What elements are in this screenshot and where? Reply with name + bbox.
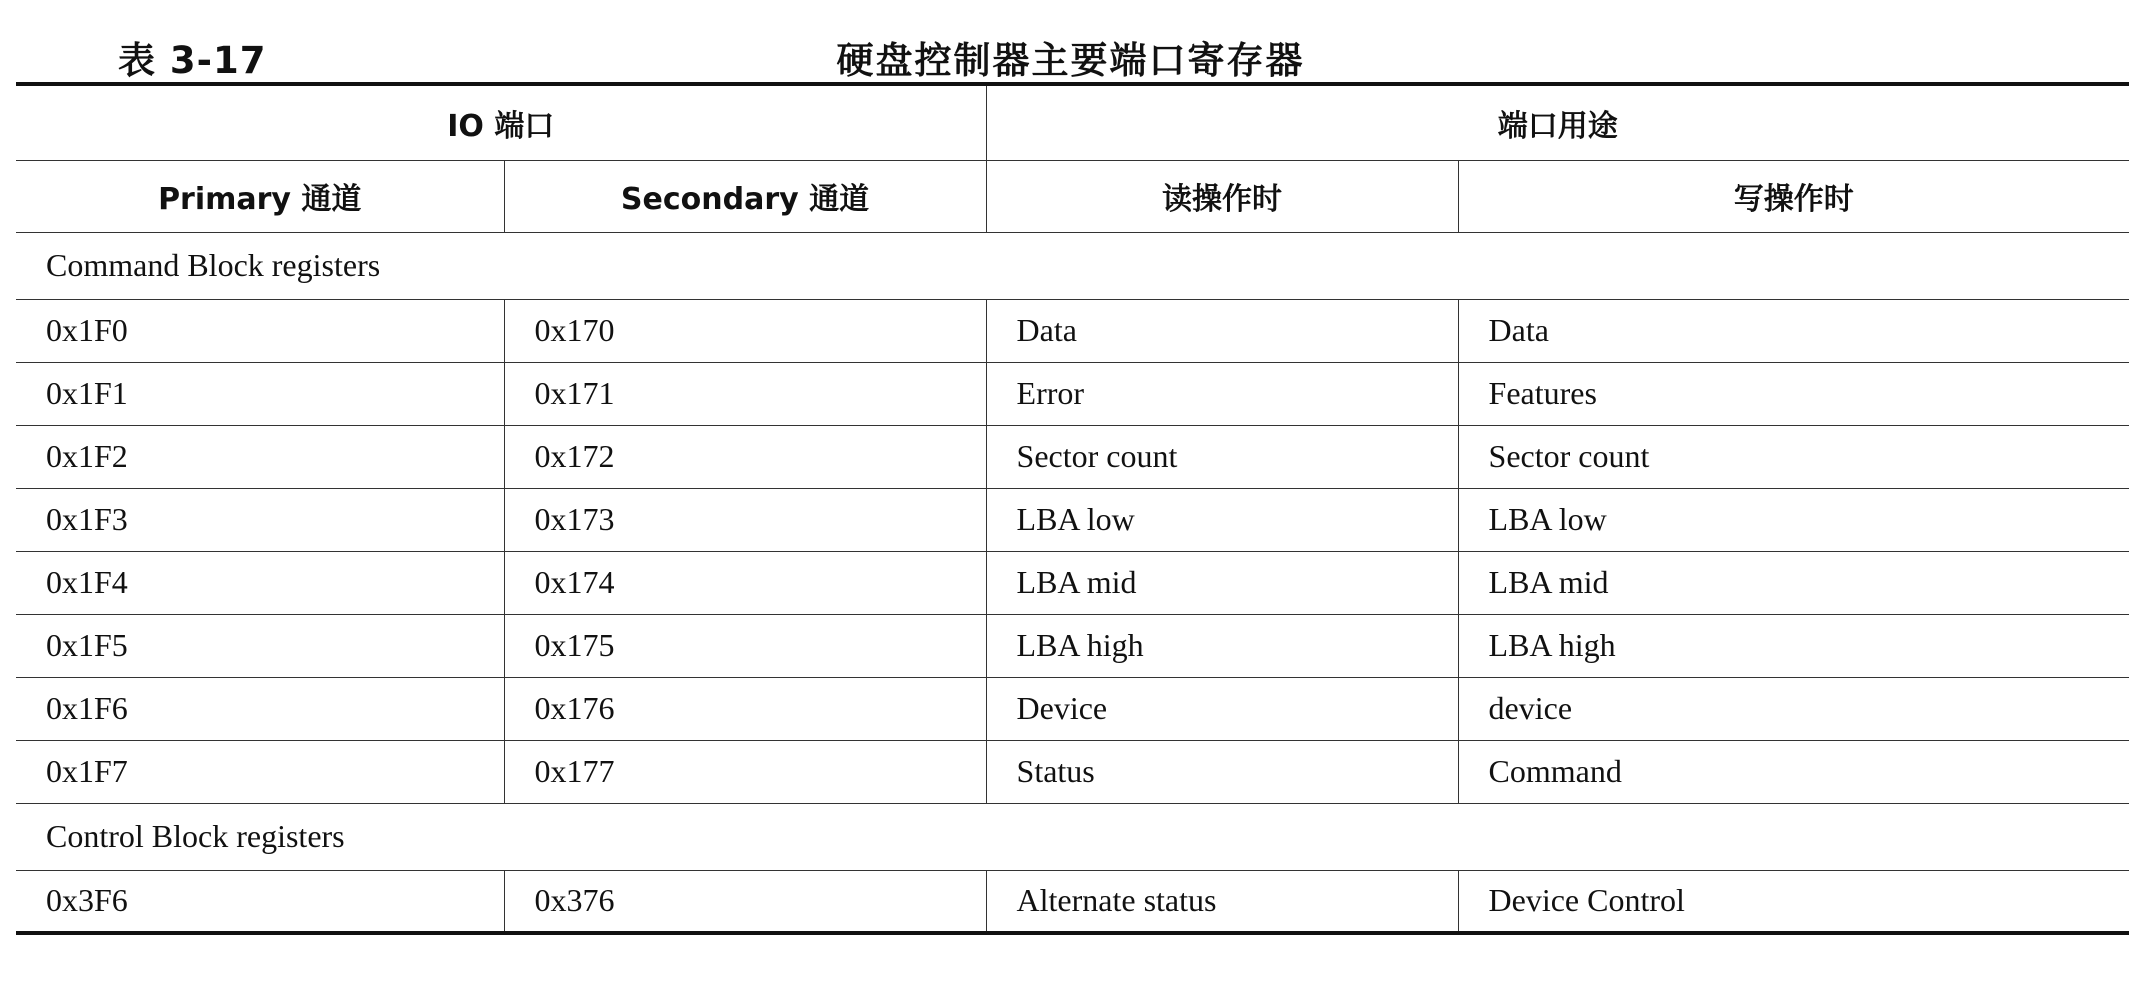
secondary-port-cell: 0x172 <box>504 425 986 488</box>
header-row-groups <box>16 84 2129 160</box>
secondary-port-cell: 0x177 <box>504 740 986 803</box>
header-row-sub <box>16 160 2129 232</box>
read-usage-cell: Status <box>986 740 1458 803</box>
table-row <box>16 614 2129 677</box>
table-row <box>16 425 2129 488</box>
secondary-port-cell: 0x173 <box>504 488 986 551</box>
primary-port-cell: 0x1F1 <box>16 362 504 425</box>
secondary-port-cell: 0x176 <box>504 677 986 740</box>
write-usage-cell: Data <box>1458 299 2129 362</box>
table-row <box>16 677 2129 740</box>
table-number: 表 3-17 <box>118 39 267 82</box>
read-usage-cell: Device <box>986 677 1458 740</box>
table-row <box>16 488 2129 551</box>
primary-port-cell: 0x1F4 <box>16 551 504 614</box>
primary-port-cell: 0x3F6 <box>16 870 504 933</box>
primary-port-cell: 0x1F2 <box>16 425 504 488</box>
read-usage-cell: Error <box>986 362 1458 425</box>
write-usage-cell: device <box>1458 677 2129 740</box>
primary-port-cell: 0x1F5 <box>16 614 504 677</box>
write-usage-cell: Features <box>1458 362 2129 425</box>
header-read-operation: 读操作时 <box>986 160 1458 232</box>
table-row <box>16 740 2129 803</box>
secondary-port-cell: 0x175 <box>504 614 986 677</box>
secondary-port-cell: 0x174 <box>504 551 986 614</box>
header-primary-channel: Primary 通道 <box>16 160 504 232</box>
table-header <box>16 84 2129 232</box>
table-row <box>16 362 2129 425</box>
read-usage-cell: Alternate status <box>986 870 1458 933</box>
table-body <box>16 232 2129 933</box>
port-register-table <box>16 82 2129 935</box>
section-label: Control Block registers <box>16 803 2129 870</box>
read-usage-cell: LBA low <box>986 488 1458 551</box>
section-row-control-block <box>16 803 2129 870</box>
header-write-operation: 写操作时 <box>1458 160 2129 232</box>
header-secondary-channel: Secondary 通道 <box>504 160 986 232</box>
write-usage-cell: LBA high <box>1458 614 2129 677</box>
secondary-port-cell: 0x170 <box>504 299 986 362</box>
read-usage-cell: Data <box>986 299 1458 362</box>
primary-port-cell: 0x1F3 <box>16 488 504 551</box>
header-io-port: IO 端口 <box>16 84 986 160</box>
secondary-port-cell: 0x376 <box>504 870 986 933</box>
write-usage-cell: LBA low <box>1458 488 2129 551</box>
read-usage-cell: LBA high <box>986 614 1458 677</box>
table-row <box>16 299 2129 362</box>
read-usage-cell: Sector count <box>986 425 1458 488</box>
header-port-usage: 端口用途 <box>986 84 2129 160</box>
table-title: 硬盘控制器主要端口寄存器 <box>836 39 1305 82</box>
primary-port-cell: 0x1F0 <box>16 299 504 362</box>
table-row <box>16 551 2129 614</box>
read-usage-cell: LBA mid <box>986 551 1458 614</box>
section-row-command-block <box>16 232 2129 299</box>
primary-port-cell: 0x1F6 <box>16 677 504 740</box>
write-usage-cell: Command <box>1458 740 2129 803</box>
secondary-port-cell: 0x171 <box>504 362 986 425</box>
primary-port-cell: 0x1F7 <box>16 740 504 803</box>
section-label: Command Block registers <box>16 232 2129 299</box>
write-usage-cell: LBA mid <box>1458 551 2129 614</box>
write-usage-cell: Device Control <box>1458 870 2129 933</box>
write-usage-cell: Sector count <box>1458 425 2129 488</box>
table-row <box>16 870 2129 933</box>
